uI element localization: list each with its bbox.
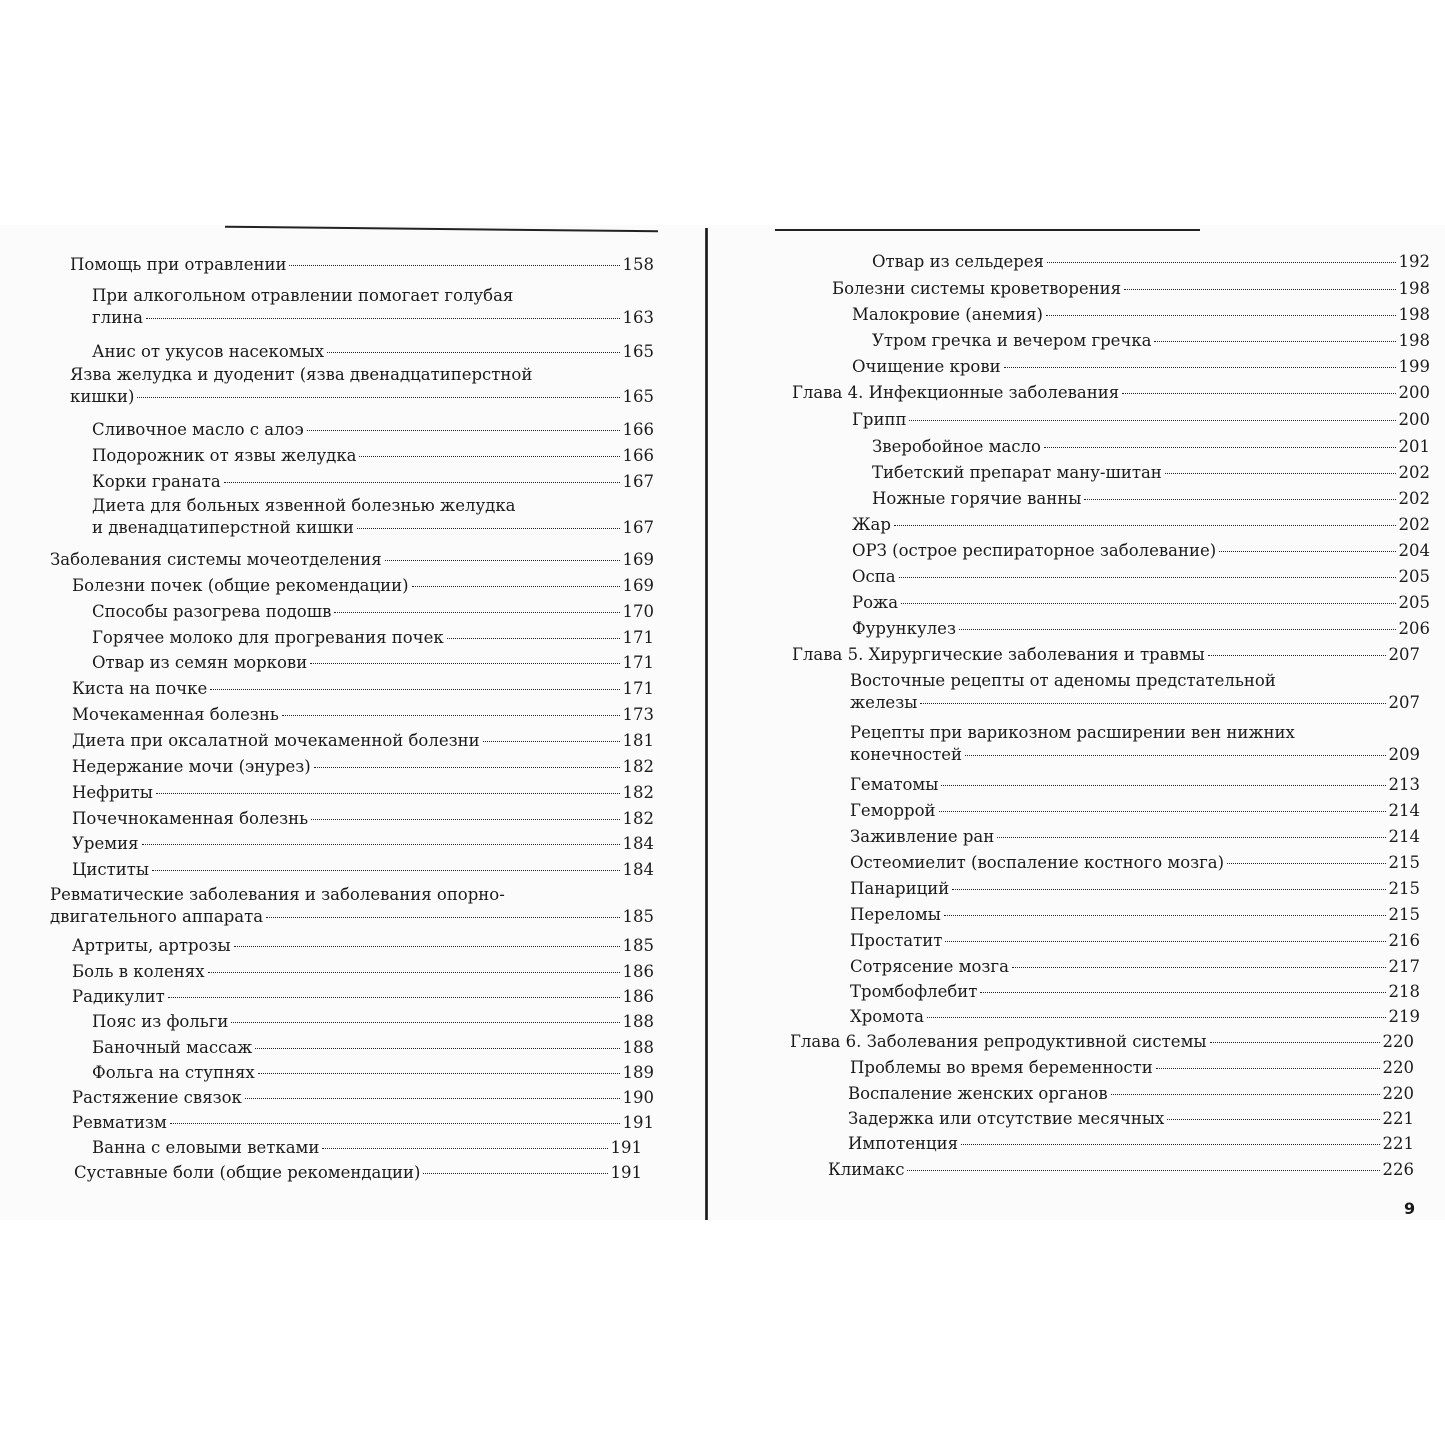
dot-leader (1124, 289, 1395, 290)
toc-entry-page-number: 188 (622, 1038, 654, 1057)
toc-entry-title: Растяжение связок (72, 1088, 242, 1107)
toc-entry (72, 859, 654, 881)
toc-entry-page-number: 165 (622, 387, 654, 406)
dot-leader (1210, 1042, 1380, 1043)
toc-entry-page-number: 207 (1388, 693, 1420, 712)
toc-entry-title: Гематомы (850, 775, 939, 794)
toc-entry-page-number: 181 (622, 731, 654, 750)
dot-leader (245, 1098, 620, 1099)
toc-entry (92, 652, 654, 674)
toc-entry (872, 488, 1430, 510)
toc-entry-title: Геморрой (850, 801, 936, 820)
toc-entry-page-number: 202 (1398, 515, 1430, 534)
toc-entry-title: глина (92, 308, 143, 327)
toc-entry (92, 1011, 654, 1033)
toc-entry (852, 514, 1430, 536)
toc-entry-title: Фурункулез (852, 619, 956, 638)
toc-entry-title: Остеомиелит (воспаление костного мозга) (850, 853, 1225, 872)
toc-entry (92, 341, 654, 363)
dot-leader (1004, 367, 1396, 368)
toc-entry-title: Заживление ран (850, 827, 995, 846)
toc-entry (852, 409, 1430, 431)
toc-entry-title: Отвар из семян моркови (92, 653, 308, 672)
toc-entry-title: Воспаление женских органов (848, 1084, 1108, 1103)
toc-entry-title: Нефриты (72, 783, 153, 802)
toc-entry-title: Сотрясение мозга (850, 957, 1009, 976)
toc-entry-title: Болезни системы кроветворения (832, 279, 1122, 298)
toc-entry-title: железы (850, 693, 918, 712)
dot-leader (909, 420, 1395, 421)
dot-leader (899, 577, 1396, 578)
toc-entry-page-number: 214 (1388, 827, 1420, 846)
toc-entry-page-number: 199 (1398, 357, 1430, 376)
toc-entry (872, 462, 1430, 484)
toc-entry-page-number: 184 (622, 834, 654, 853)
toc-entry-page-number: 189 (622, 1063, 654, 1082)
toc-entry-page-number: 171 (622, 679, 654, 698)
toc-entry (850, 1057, 1414, 1079)
toc-entry-page-number: 186 (622, 987, 654, 1006)
toc-entry-title: Утром гречка и вечером гречка (872, 331, 1152, 350)
toc-entry-page-number: 171 (622, 653, 654, 672)
toc-entry-title: Фольга на ступнях (92, 1063, 255, 1082)
dot-leader (142, 844, 620, 845)
toc-entry (872, 330, 1430, 352)
toc-entry-page-number: 191 (610, 1163, 642, 1182)
toc-entry-page-number: 167 (622, 472, 654, 491)
toc-entry-title: Глава 5. Хирургические заболевания и травмы (792, 645, 1205, 664)
dot-leader (423, 1173, 607, 1174)
toc-entry-title: Хромота (850, 1007, 924, 1026)
toc-entry-page-number: 226 (1382, 1160, 1414, 1179)
toc-entry (850, 981, 1420, 1003)
dot-leader (289, 265, 619, 266)
dot-leader (231, 1022, 619, 1023)
toc-entry (850, 930, 1420, 952)
toc-entry (850, 956, 1420, 978)
toc-entry-page-number: 206 (1398, 619, 1430, 638)
dot-leader (1227, 863, 1385, 864)
dot-leader (959, 629, 1396, 630)
toc-entry (72, 986, 654, 1008)
dot-leader (1167, 1119, 1379, 1120)
toc-entry (72, 756, 654, 778)
dot-leader (210, 689, 619, 690)
toc-entry-page-number: 198 (1398, 305, 1430, 324)
dot-leader (322, 1148, 607, 1149)
dot-leader (997, 837, 1385, 838)
toc-entry-page-number: 219 (1388, 1007, 1420, 1026)
toc-entry-title: кишки) (70, 387, 135, 406)
toc-entry (92, 495, 654, 539)
toc-entry-page-number: 220 (1382, 1058, 1414, 1077)
dot-leader (385, 560, 620, 561)
dot-leader (156, 793, 620, 794)
toc-entry (72, 782, 654, 804)
toc-entry (852, 618, 1430, 640)
toc-entry (832, 278, 1430, 300)
toc-entry-title: Артриты, артрозы (72, 936, 231, 955)
toc-entry-page-number: 182 (622, 809, 654, 828)
toc-entry-title: Ванна с еловыми ветками (92, 1138, 320, 1157)
toc-entry-title: Боль в коленях (72, 962, 205, 981)
toc-entry (92, 445, 654, 467)
toc-entry-page-number: 182 (622, 783, 654, 802)
toc-entry-page-number: 163 (622, 308, 654, 327)
toc-entry (848, 1083, 1414, 1105)
right-page-top-rule (775, 229, 1200, 231)
toc-entry-title: Жар (852, 515, 891, 534)
toc-entry-title: Отвар из сельдерея (872, 252, 1044, 271)
toc-entry-title: Климакс (828, 1160, 905, 1179)
toc-entry-page-number: 169 (622, 576, 654, 595)
toc-entry-page-number: 170 (622, 602, 654, 621)
toc-entry-page-number: 207 (1388, 645, 1420, 664)
toc-entry-title: Простатит (850, 931, 943, 950)
dot-leader (944, 915, 1386, 916)
toc-entry-page-number: 221 (1382, 1109, 1414, 1128)
toc-entry (72, 961, 654, 983)
dot-leader (1165, 473, 1396, 474)
toc-entry-title: Ножные горячие ванны (872, 489, 1082, 508)
toc-entry-title: Малокровие (анемия) (852, 305, 1043, 324)
toc-entry (828, 1159, 1414, 1181)
toc-entry-title-line: Восточные рецепты от аденомы предстательной (850, 671, 1276, 690)
toc-entry-title: Баночный массаж (92, 1038, 253, 1057)
toc-entry-page-number: 216 (1388, 931, 1420, 950)
toc-entry (850, 1006, 1420, 1028)
dot-leader (137, 397, 619, 398)
toc-entry-page-number: 171 (622, 628, 654, 647)
toc-entry-title: Почечнокаменная болезнь (72, 809, 309, 828)
toc-entry (74, 1162, 642, 1184)
dot-leader (255, 1048, 619, 1049)
dot-leader (314, 767, 620, 768)
toc-entry-title: конечностей (850, 745, 962, 764)
toc-entry-title: Суставные боли (общие рекомендации) (74, 1163, 421, 1182)
dot-leader (327, 352, 619, 353)
toc-entry-title: Импотенция (848, 1134, 959, 1153)
toc-entry-page-number: 158 (622, 255, 654, 274)
toc-entry (92, 1137, 642, 1159)
toc-entry (850, 904, 1420, 926)
toc-entry-page-number: 202 (1398, 489, 1430, 508)
toc-entry-page-number: 191 (622, 1113, 654, 1132)
toc-entry-page-number: 205 (1398, 567, 1430, 586)
dot-leader (952, 889, 1385, 890)
dot-leader (980, 992, 1385, 993)
toc-entry (852, 566, 1430, 588)
toc-entry-page-number: 209 (1388, 745, 1420, 764)
toc-entry-title: Подорожник от язвы желудка (92, 446, 357, 465)
dot-leader (1156, 1068, 1380, 1069)
dot-leader (282, 715, 620, 716)
toc-entry-title: Циститы (72, 860, 150, 879)
toc-entry-page-number: 200 (1398, 383, 1430, 402)
toc-entry (92, 1062, 654, 1084)
toc-entry-page-number: 191 (610, 1138, 642, 1157)
toc-entry-page-number: 205 (1398, 593, 1430, 612)
toc-entry-title-line: Язва желудка и дуоденит (язва двенадцатиперстной (70, 365, 533, 384)
toc-entry-title: Сливочное масло с алоэ (92, 420, 304, 439)
toc-entry (850, 852, 1420, 874)
toc-entry-page-number: 215 (1388, 905, 1420, 924)
toc-entry (848, 1133, 1414, 1155)
dot-leader (1047, 262, 1396, 263)
toc-entry (92, 471, 654, 493)
toc-entry-title: и двенадцатиперстной кишки (92, 518, 354, 537)
toc-entry-title: Ревматизм (72, 1113, 167, 1132)
toc-entry (852, 540, 1430, 562)
dot-leader (359, 456, 619, 457)
dot-leader (234, 946, 620, 947)
dot-leader (1012, 967, 1386, 968)
toc-entry-page-number: 166 (622, 446, 654, 465)
toc-entry-title: Рожа (852, 593, 899, 612)
toc-entry-page-number: 188 (622, 1012, 654, 1031)
toc-entry (72, 730, 654, 752)
toc-entry-title: Панариций (850, 879, 950, 898)
dot-leader (266, 917, 619, 918)
dot-leader (224, 482, 620, 483)
toc-entry (852, 592, 1430, 614)
dot-leader (334, 612, 619, 613)
dot-leader (310, 663, 619, 664)
dot-leader (152, 870, 619, 871)
toc-entry-page-number: 215 (1388, 853, 1420, 872)
toc-entry-title-line: Ревматические заболевания и заболевания опорно- (50, 885, 505, 904)
toc-entry-page-number: 198 (1398, 279, 1430, 298)
dot-leader (961, 1144, 1379, 1145)
toc-entry-title: Болезни почек (общие рекомендации) (72, 576, 409, 595)
dot-leader (941, 785, 1385, 786)
dot-leader (258, 1073, 620, 1074)
toc-entry-page-number: 218 (1388, 982, 1420, 1001)
toc-entry (72, 808, 654, 830)
toc-entry-title-line: Диета для больных язвенной болезнью желудка (92, 496, 516, 515)
dot-leader (357, 528, 620, 529)
toc-entry (852, 304, 1430, 326)
dot-leader (894, 525, 1396, 526)
book-gutter (705, 228, 708, 1220)
toc-entry-page-number: 215 (1388, 879, 1420, 898)
toc-entry-title: Заболевания системы мочеотделения (50, 550, 382, 569)
toc-entry (50, 884, 654, 928)
toc-entry-page-number: 198 (1398, 331, 1430, 350)
toc-entry-page-number: 185 (622, 936, 654, 955)
toc-entry-title: Корки граната (92, 472, 221, 491)
toc-entry-page-number: 173 (622, 705, 654, 724)
toc-entry (850, 826, 1420, 848)
dot-leader (927, 1017, 1386, 1018)
toc-entry-title: Переломы (850, 905, 941, 924)
dot-leader (412, 586, 620, 587)
dot-leader (483, 741, 620, 742)
toc-entry-page-number: 192 (1398, 252, 1430, 271)
toc-entry (92, 419, 654, 441)
toc-entry-title: Тибетский препарат ману-шитан (872, 463, 1162, 482)
toc-entry-title: Диета при оксалатной мочекаменной болезни (72, 731, 480, 750)
toc-entry-title: Оспа (852, 567, 896, 586)
toc-entry-title-line: При алкогольном отравлении помогает голубая (92, 286, 514, 305)
toc-entry-title: Киста на почке (72, 679, 208, 698)
toc-entry-title: Глава 4. Инфекционные заболевания (792, 383, 1120, 402)
toc-entry (92, 627, 654, 649)
toc-entry-page-number: 169 (622, 550, 654, 569)
toc-entry-title: Зверобойное масло (872, 437, 1041, 456)
dot-leader (307, 430, 620, 431)
toc-entry-page-number: 204 (1398, 541, 1430, 560)
dot-leader (920, 703, 1385, 704)
toc-entry-title: Проблемы во время беременности (850, 1058, 1153, 1077)
dot-leader (1219, 551, 1395, 552)
toc-entry-page-number: 186 (622, 962, 654, 981)
dot-leader (170, 1123, 620, 1124)
toc-entry-page-number: 217 (1388, 957, 1420, 976)
toc-entry-title: Пояс из фольги (92, 1012, 229, 1031)
toc-entry (850, 670, 1420, 714)
toc-entry (72, 1087, 654, 1109)
toc-entry (50, 549, 654, 571)
toc-entry-title: Глава 6. Заболевания репродуктивной системы (790, 1032, 1207, 1051)
dot-leader (965, 755, 1386, 756)
toc-entry-title: Очищение крови (852, 357, 1001, 376)
toc-entry-page-number: 201 (1398, 437, 1430, 456)
dot-leader (311, 819, 619, 820)
toc-entry-page-number: 182 (622, 757, 654, 776)
toc-entry (792, 644, 1420, 666)
toc-entry (790, 1031, 1414, 1053)
toc-entry-page-number: 165 (622, 342, 654, 361)
dot-leader (168, 997, 620, 998)
dot-leader (1046, 315, 1396, 316)
toc-entry (848, 1108, 1414, 1130)
toc-entry (92, 285, 654, 329)
toc-entry (70, 254, 654, 276)
toc-entry-page-number: 221 (1382, 1134, 1414, 1153)
toc-entry-title: Радикулит (72, 987, 165, 1006)
dot-leader (1044, 447, 1396, 448)
toc-entry (92, 1037, 654, 1059)
toc-entry-title: Недержание мочи (энурез) (72, 757, 311, 776)
page-number: 9 (1404, 1199, 1416, 1218)
toc-entry (72, 935, 654, 957)
toc-entry (850, 774, 1420, 796)
toc-entry-page-number: 202 (1398, 463, 1430, 482)
toc-entry-title: Помощь при отравлении (70, 255, 287, 274)
toc-entry (72, 575, 654, 597)
toc-entry-page-number: 200 (1398, 410, 1430, 429)
dot-leader (901, 603, 1395, 604)
toc-entry-title: Уремия (72, 834, 139, 853)
dot-leader (1122, 393, 1395, 394)
toc-entry-title: Задержка или отсутствие месячных (848, 1109, 1165, 1128)
dot-leader (907, 1170, 1379, 1171)
toc-entry-page-number: 190 (622, 1088, 654, 1107)
toc-entry (850, 800, 1420, 822)
dot-leader (945, 941, 1385, 942)
toc-entry-title: ОРЗ (острое респираторное заболевание) (852, 541, 1217, 560)
toc-entry (792, 382, 1430, 404)
toc-entry-title: Мочекаменная болезнь (72, 705, 279, 724)
toc-entry-page-number: 220 (1382, 1032, 1414, 1051)
toc-entry (92, 601, 654, 623)
toc-entry (72, 704, 654, 726)
toc-entry (70, 364, 654, 408)
toc-entry (72, 1112, 654, 1134)
toc-entry-title: Горячее молоко для прогревания почек (92, 628, 444, 647)
toc-entry (852, 356, 1430, 378)
toc-entry-title: двигательного аппарата (50, 907, 264, 926)
toc-entry (850, 722, 1420, 766)
toc-entry (72, 678, 654, 700)
toc-entry-page-number: 185 (622, 907, 654, 926)
toc-entry-page-number: 220 (1382, 1084, 1414, 1103)
dot-leader (1208, 655, 1386, 656)
dot-leader (146, 318, 620, 319)
toc-entry-title: Тромбофлебит (850, 982, 978, 1001)
toc-entry (872, 436, 1430, 458)
dot-leader (1084, 499, 1395, 500)
toc-entry (872, 251, 1430, 273)
toc-entry-title: Грипп (852, 410, 907, 429)
dot-leader (447, 638, 620, 639)
dot-leader (1111, 1094, 1380, 1095)
toc-entry-title-line: Рецепты при варикозном расширении вен нижних (850, 723, 1295, 742)
toc-entry-title: Анис от укусов насекомых (92, 342, 325, 361)
toc-entry (72, 833, 654, 855)
dot-leader (1154, 341, 1395, 342)
toc-entry-page-number: 167 (622, 518, 654, 537)
dot-leader (939, 811, 1386, 812)
toc-entry-title: Способы разогрева подошв (92, 602, 332, 621)
toc-entry (850, 878, 1420, 900)
toc-entry-page-number: 184 (622, 860, 654, 879)
toc-entry-page-number: 214 (1388, 801, 1420, 820)
dot-leader (208, 972, 620, 973)
toc-entry-page-number: 166 (622, 420, 654, 439)
toc-entry-page-number: 213 (1388, 775, 1420, 794)
